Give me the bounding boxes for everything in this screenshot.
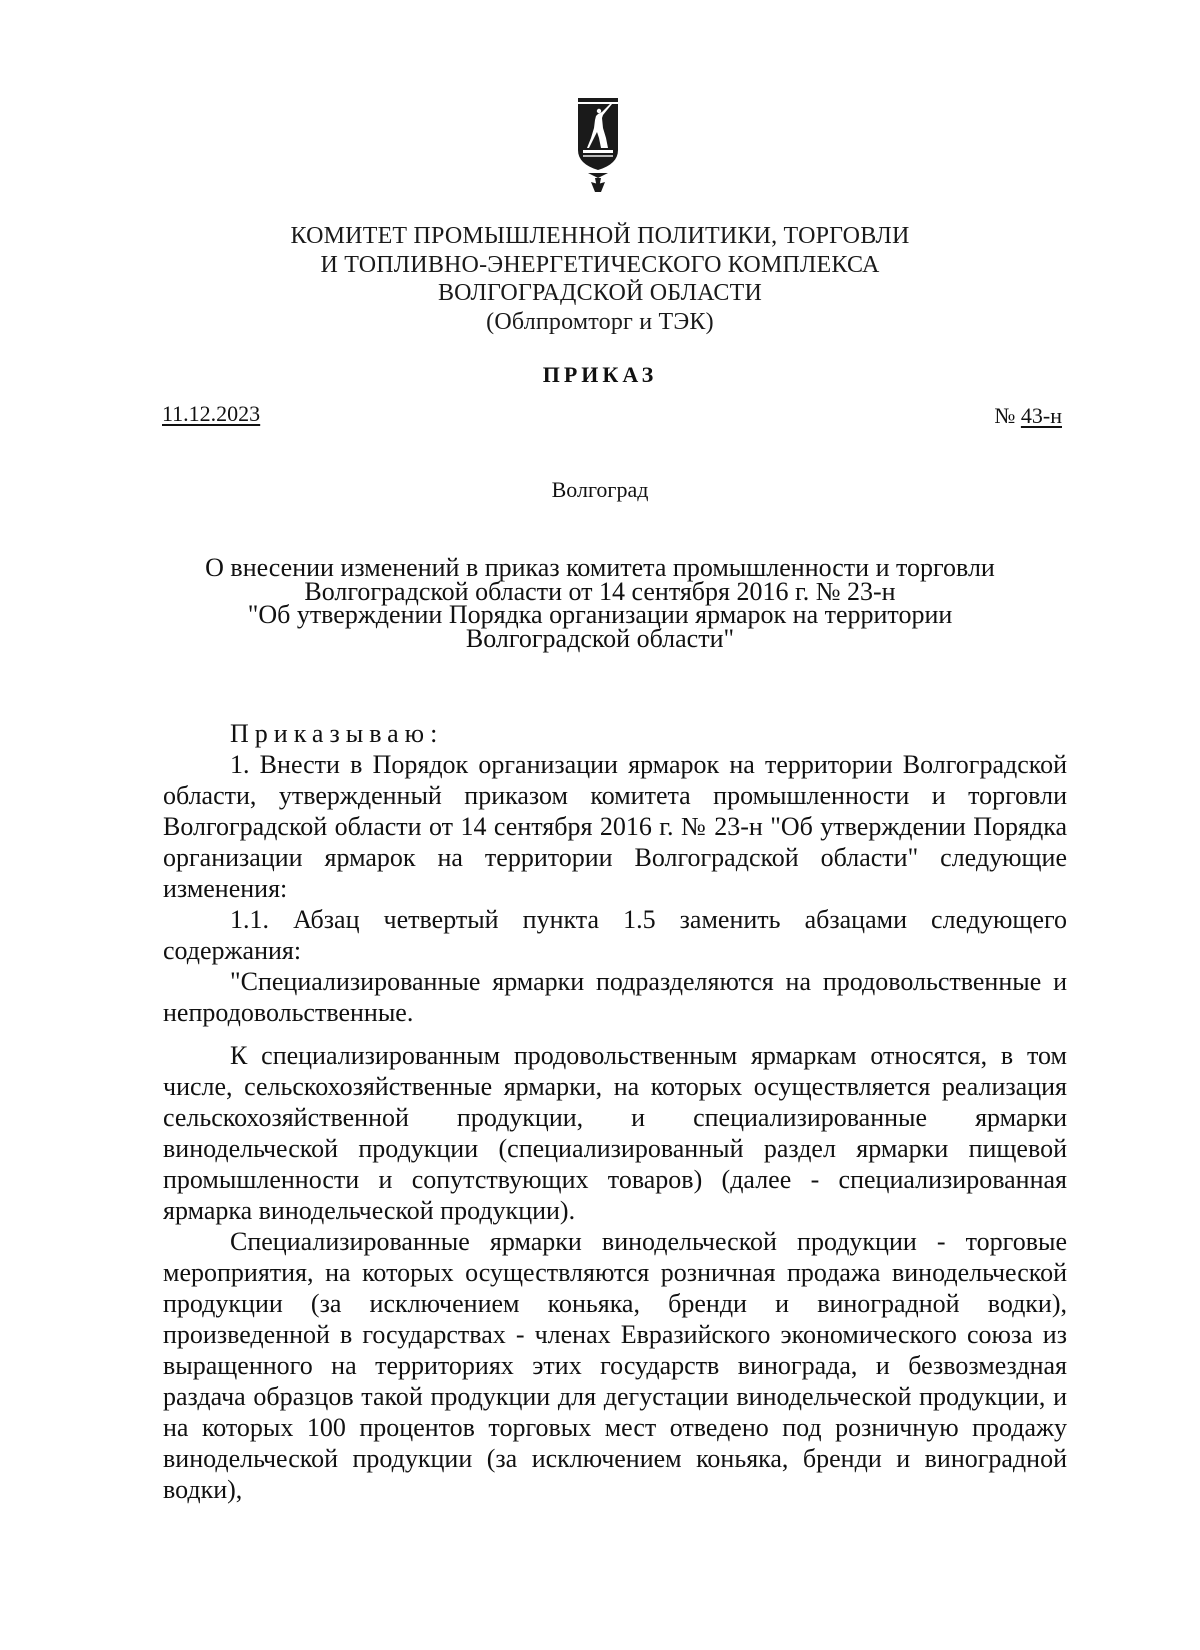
paragraph-quote-start: "Специализированные ярмарки подразделяются на продовольственные и непродовольственные. [163,967,1067,1027]
paragraph-wine-fairs: Специализированные ярмарки винодельческой продукции - торговые мероприятия, на которых осуществляются розничная продажа винодельческой продукции (за исключением коньяка, бренди и виноградной водки), произведенной в государствах - членах Евразийского экономического союза из выращенного на территориях этих государств винограда, и безвозмездная раздача образцов такой продукции для дегустации винодельческой продукции, и на которых 100 процентов торговых мест отведено под розничную продажу винодельческой продукции (за исключением коньяка, бренди и виноградной водки), [163,1227,1067,1504]
document-body [163,718,1067,1505]
organization-abbreviation: (Облпромторг и ТЭК) [486,308,714,335]
coat-of-arms-icon [575,98,621,196]
paragraph-item-1: 1. Внести в Порядок организации ярмарок на территории Волгоградской области, утвержденный приказом комитета промышленности и торговли Волгоградской области от 14 сентября 2016 г. № 23-н "Об утверждении Порядка организации ярмарок на территории Волгоградской области" следующие изменения: [163,750,1067,903]
document-type: ПРИКАЗ [542,362,658,387]
document-city: Волгоград [551,477,649,502]
title-line: "Об утверждении Порядка организации ярмарок на территории [247,600,953,629]
title-line: Волгоградской области" [465,623,735,653]
paragraph-food-fairs: К специализированным продовольственным ярмаркам относятся, в том числе, сельскохозяйственные ярмарки, на которых осуществляется реализация сельскохозяйственной продукции, и специализированные ярмарки винодельческой продукции (специализированный раздел ярмарки пищевой промышленности и сопутствующих товаров) (далее - специализированная ярмарка винодельческой продукции). [163,1041,1067,1225]
title-line: О внесении изменений в приказ комитета промышленности и торговли [205,553,995,582]
organization-line: КОМИТЕТ ПРОМЫШЛЕННОЙ ПОЛИТИКИ, ТОРГОВЛИ [290,223,910,249]
document-title [150,553,1050,653]
document-date: 11.12.2023 [162,401,261,426]
organization-line: ВОЛГОГРАДСКОЙ ОБЛАСТИ [437,280,763,306]
coat-of-arms-emblem [575,98,621,196]
number-value: 43-н [1020,403,1062,428]
document-number [994,403,1062,429]
title-line: Волгоградской области от 14 сентября 2016 г. № 23-н [304,576,896,606]
organization-line: И ТОПЛИВНО-ЭНЕРГЕТИЧЕСКОГО КОМПЛЕКСА [320,251,880,278]
organization-header [250,222,950,336]
number-prefix: № [994,403,1021,428]
paragraph-item-1-1: 1.1. Абзац четвертый пункта 1.5 заменить абзацами следующего содержания: [163,905,1067,965]
order-word: Приказываю: [230,719,444,748]
